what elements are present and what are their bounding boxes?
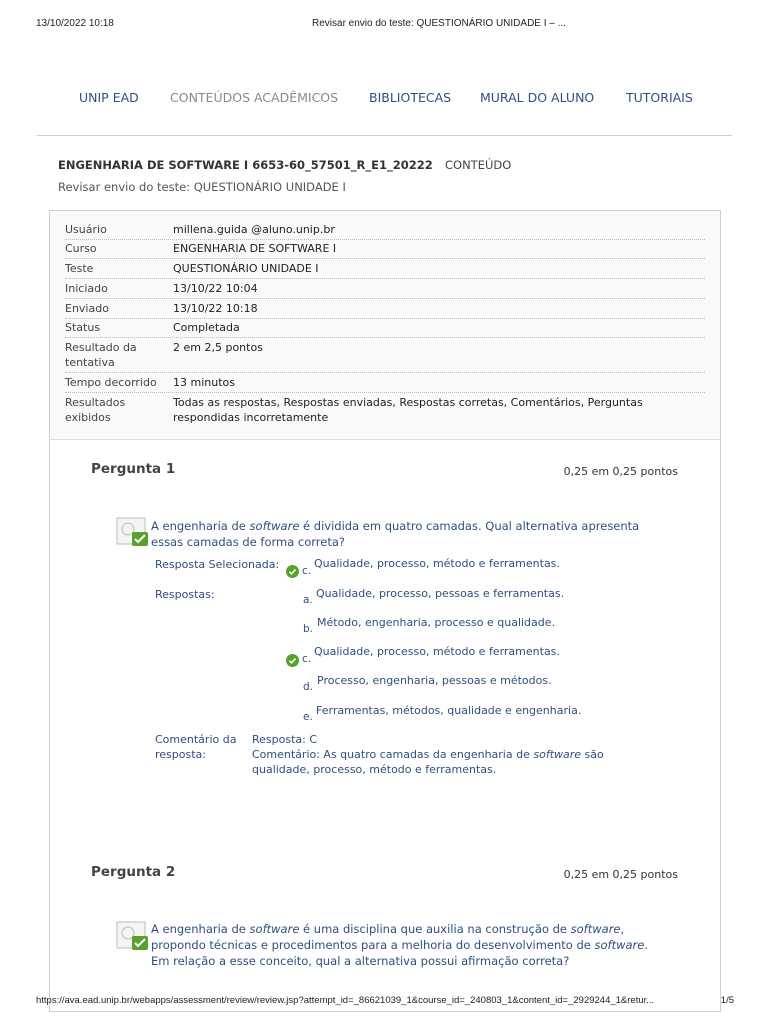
comment-label: Comentário da resposta: bbox=[155, 733, 237, 761]
answers-label: Respostas: bbox=[155, 588, 215, 601]
answer-e-text: Ferramentas, métodos, qualidade e engenharia. bbox=[316, 704, 582, 717]
info-value: Todas as respostas, Respostas enviadas, Respostas corretas, Comentários, Perguntas respondidas incorretamente bbox=[173, 396, 643, 424]
info-row-curso bbox=[65, 241, 705, 259]
info-label: Resultado da tentativa bbox=[65, 341, 137, 369]
info-value: 13 minutos bbox=[173, 376, 235, 389]
answer-b-text: Método, engenharia, processo e qualidade. bbox=[317, 616, 556, 629]
info-label: Curso bbox=[65, 242, 97, 255]
review-container bbox=[49, 210, 721, 1012]
question-2-score: 0,25 em 0,25 pontos bbox=[563, 868, 678, 881]
info-row-teste bbox=[65, 261, 705, 279]
info-label: Status bbox=[65, 321, 101, 334]
info-label: Usuário bbox=[65, 223, 107, 236]
comment-answer: Resposta: C bbox=[252, 733, 318, 746]
answer-c-letter: c. bbox=[302, 653, 312, 665]
selected-answer-label: Resposta Selecionada: bbox=[155, 558, 280, 571]
info-value: 13/10/22 10:18 bbox=[173, 302, 258, 315]
attempt-info-panel bbox=[50, 211, 720, 440]
top-nav bbox=[0, 90, 768, 108]
question-correct-icon bbox=[116, 921, 150, 951]
question-1-text: A engenharia de software é dividida em quatro camadas. Qual alternativa apresenta essas camadas de forma correta? bbox=[151, 519, 640, 549]
info-row-resultados-exibidos bbox=[65, 395, 705, 427]
info-value: QUESTIONÁRIO UNIDADE I bbox=[173, 262, 319, 275]
answer-d-letter: d. bbox=[303, 681, 314, 693]
info-label: Teste bbox=[65, 262, 94, 275]
question-1-title: Pergunta 1 bbox=[91, 461, 176, 477]
nav-conteudos-academicos[interactable]: CONTEÚDOS ACADÊMICOS bbox=[170, 90, 339, 105]
info-label: Iniciado bbox=[65, 282, 108, 295]
question-2-title: Pergunta 2 bbox=[91, 864, 176, 880]
info-value: ENGENHARIA DE SOFTWARE I bbox=[173, 242, 337, 255]
info-value: 13/10/22 10:04 bbox=[173, 282, 258, 295]
info-row-iniciado bbox=[65, 281, 705, 299]
print-datetime: 13/10/2022 10:18 bbox=[36, 18, 114, 29]
selected-answer-letter: c. bbox=[302, 565, 312, 577]
answer-d-text: Processo, engenharia, pessoas e métodos. bbox=[317, 674, 552, 687]
question-2-text: A engenharia de software é uma disciplina que auxilia na construção de software, propondo técnicas e procedimentos para a melhoria do desenvolvimento de software. Em relação a esse conceito, qual a alternativa possui afirmação correta? bbox=[151, 922, 648, 968]
question-1-score: 0,25 em 0,25 pontos bbox=[563, 465, 678, 478]
print-page-title: Revisar envio do teste: QUESTIONÁRIO UNIDADE I – ... bbox=[312, 18, 566, 29]
info-value: millena.guida @aluno.unip.br bbox=[173, 223, 335, 236]
answer-e-letter: e. bbox=[303, 711, 313, 723]
nav-divider bbox=[37, 135, 732, 136]
nav-bibliotecas[interactable]: BIBLIOTECAS bbox=[369, 90, 452, 105]
answer-b-letter: b. bbox=[303, 623, 314, 635]
info-row-resultado bbox=[65, 340, 705, 373]
info-label: Resultados exibidos bbox=[65, 396, 126, 424]
answer-a-text: Qualidade, processo, pessoas e ferramentas. bbox=[316, 587, 565, 600]
check-circle-icon bbox=[286, 565, 299, 578]
info-row-status bbox=[65, 320, 705, 338]
nav-tutoriais[interactable]: TUTORIAIS bbox=[626, 90, 693, 105]
nav-mural-do-aluno[interactable]: MURAL DO ALUNO bbox=[480, 90, 595, 105]
info-row-usuario bbox=[65, 222, 705, 240]
nav-unip-ead[interactable]: UNIP EAD bbox=[79, 90, 139, 105]
comment-text: Comentário: As quatro camadas da engenharia de software são qualidade, processo, método e ferramentas. bbox=[252, 748, 604, 776]
info-label: Tempo decorrido bbox=[65, 376, 157, 389]
info-value: Completada bbox=[173, 321, 240, 334]
print-page-number: 1/5 bbox=[720, 995, 734, 1006]
check-circle-icon bbox=[286, 654, 299, 667]
info-value: 2 em 2,5 pontos bbox=[173, 341, 263, 354]
selected-answer-text: Qualidade, processo, método e ferramentas. bbox=[314, 557, 560, 570]
info-row-tempo bbox=[65, 375, 705, 393]
breadcrumb-content[interactable]: CONTEÚDO bbox=[445, 158, 512, 172]
question-correct-icon bbox=[116, 517, 150, 547]
print-url: https://ava.ead.unip.br/webapps/assessment/review/review.jsp?attempt_id=_86621039_1&course_id=_240803_1&content_id=_2929244_1&retur... bbox=[36, 995, 655, 1006]
info-row-enviado bbox=[65, 301, 705, 319]
info-label: Enviado bbox=[65, 302, 109, 315]
answer-c-text: Qualidade, processo, método e ferramentas. bbox=[314, 645, 560, 658]
breadcrumb-course[interactable]: ENGENHARIA DE SOFTWARE I 6653-60_57501_R_E1_20222 bbox=[58, 158, 433, 172]
answer-a-letter: a. bbox=[303, 594, 313, 606]
page-title: Revisar envio do teste: QUESTIONÁRIO UNIDADE I bbox=[58, 180, 346, 194]
